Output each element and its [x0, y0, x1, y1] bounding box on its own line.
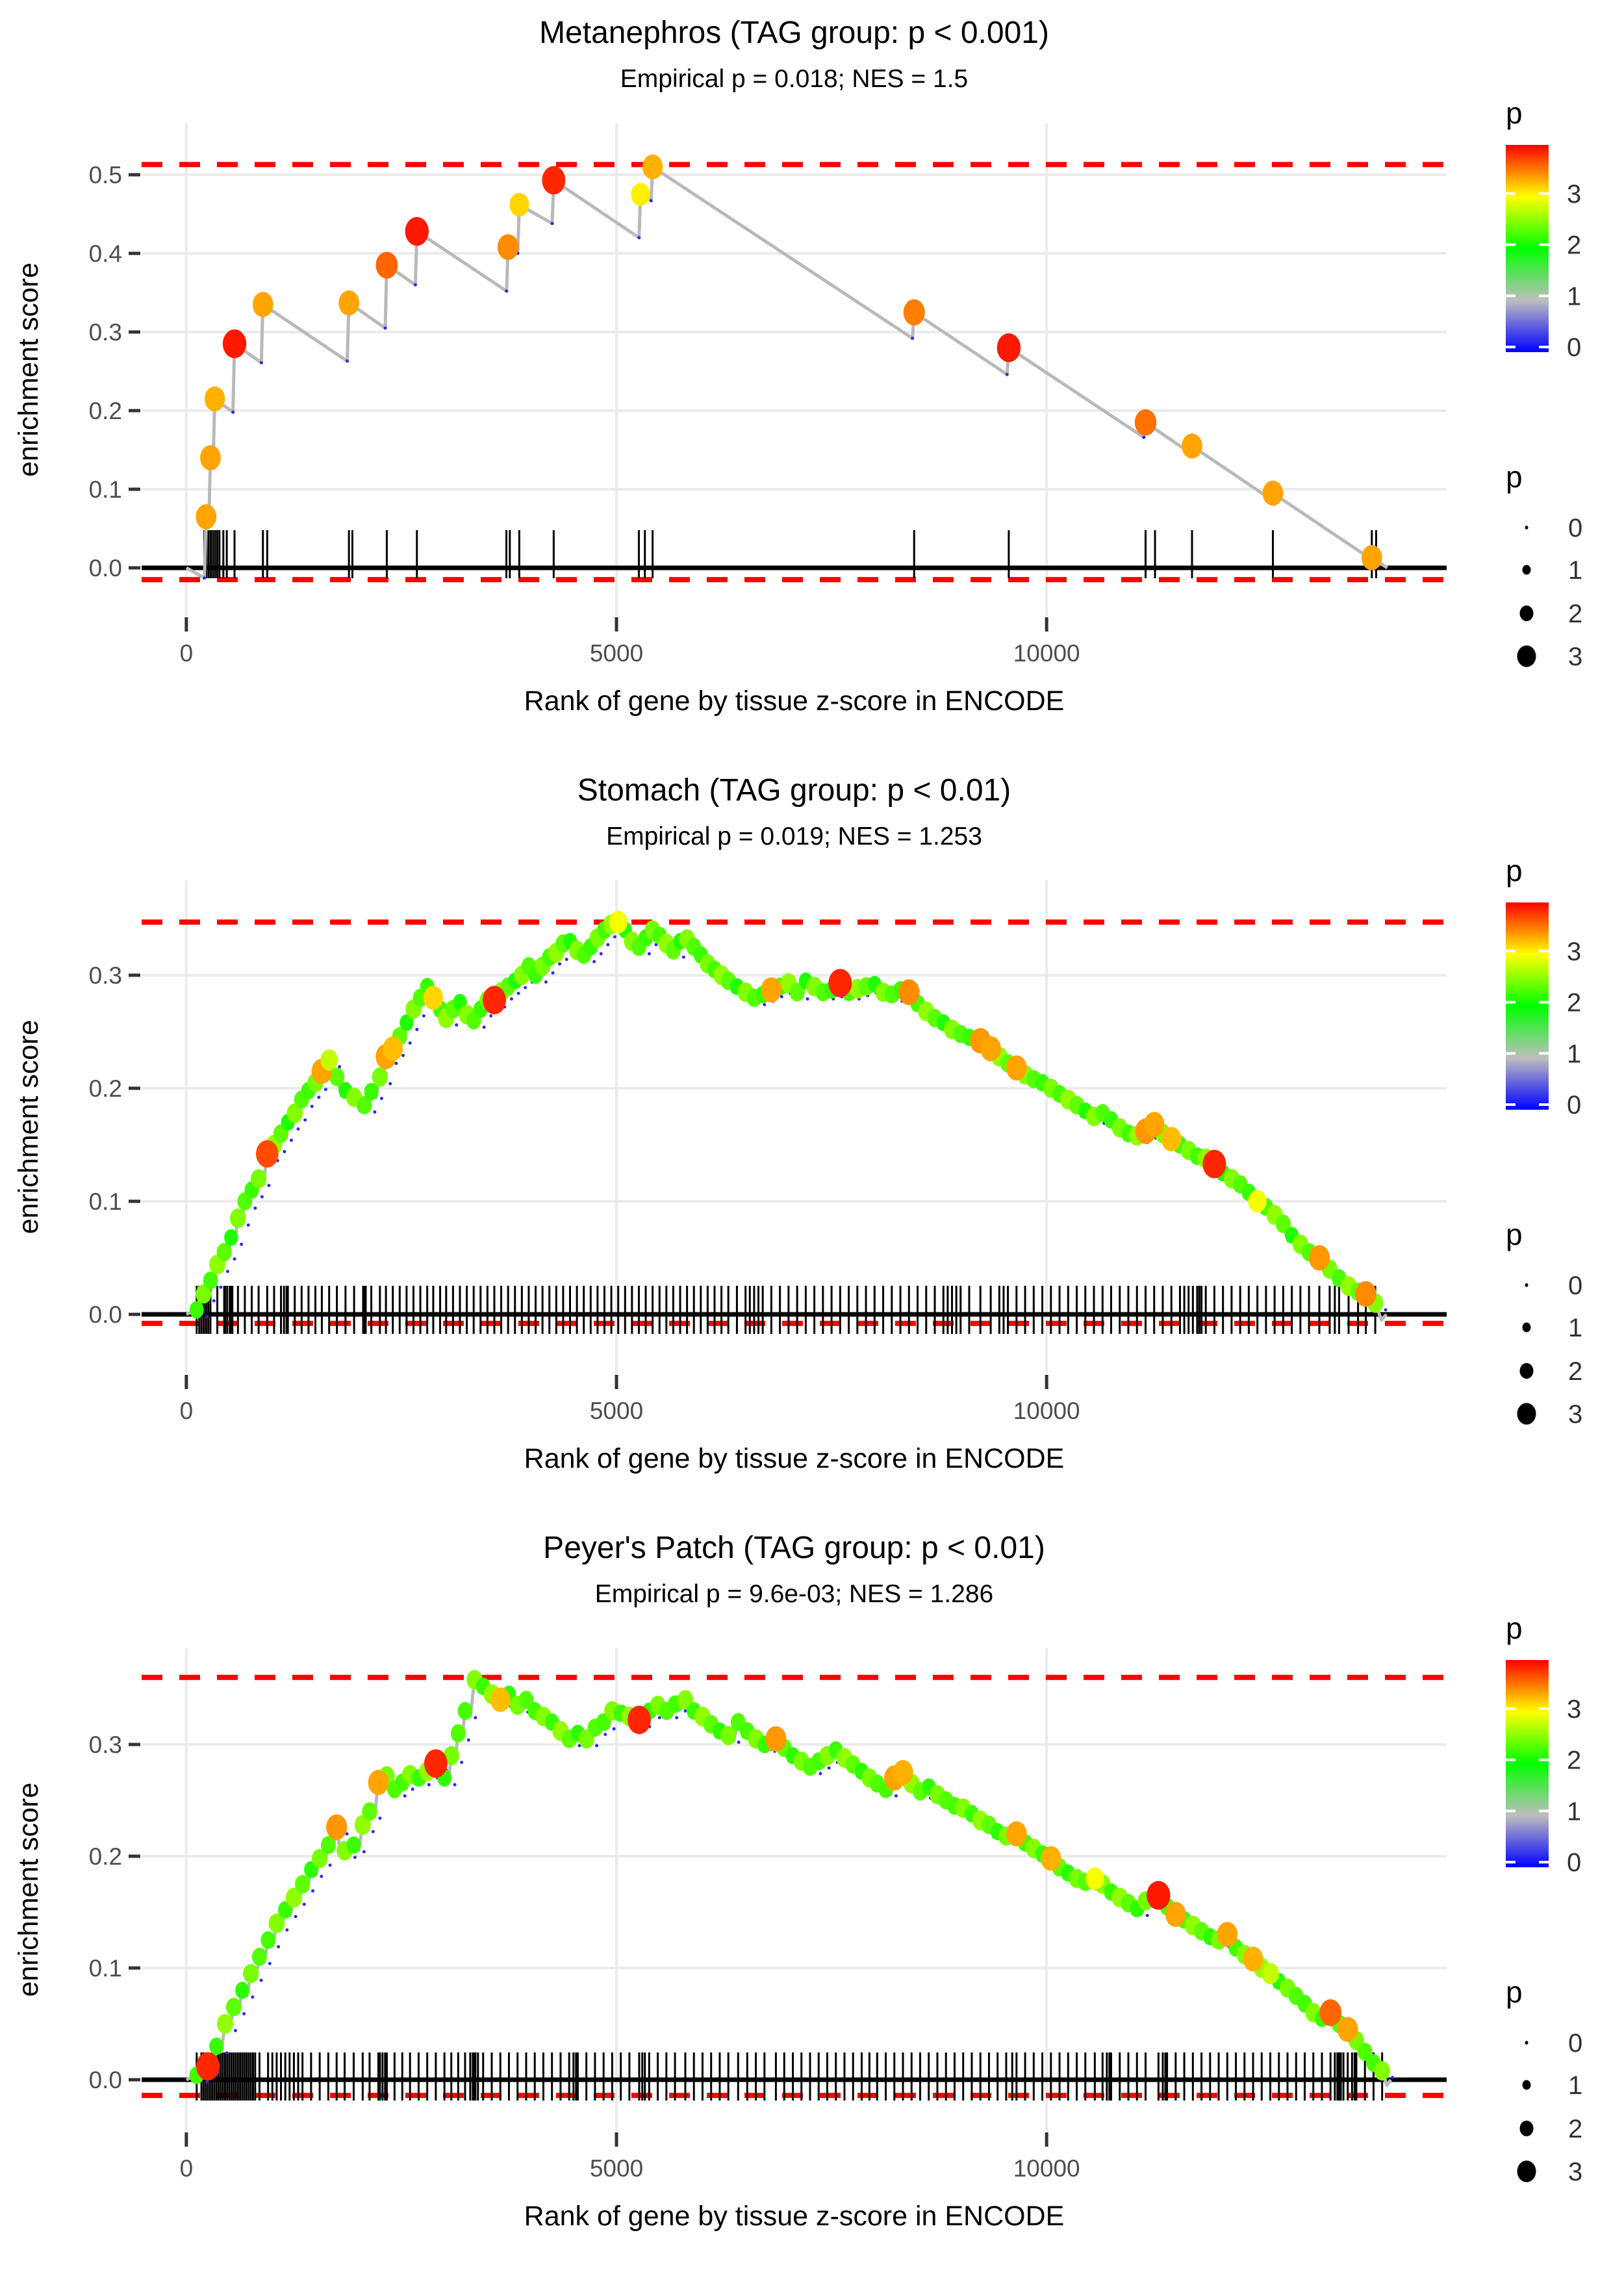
blue-dot — [818, 1772, 822, 1775]
blue-dot — [414, 283, 417, 287]
hit-marker-highlight — [196, 2052, 220, 2080]
panel-subtitle: Empirical p = 0.018; NES = 1.5 — [620, 65, 969, 93]
blue-dot — [297, 1127, 300, 1131]
y-tick-label: 0.3 — [88, 962, 122, 989]
blue-dot — [603, 1733, 607, 1736]
blue-dot — [253, 1207, 257, 1210]
blue-dot — [373, 1110, 376, 1114]
blue-dot — [675, 1716, 678, 1719]
color-legend-label: 1 — [1567, 282, 1582, 311]
blue-dot — [260, 361, 263, 364]
size-legend-label: 3 — [1568, 2158, 1583, 2186]
x-tick-label: 5000 — [589, 1398, 644, 1424]
size-legend-dot — [1523, 1323, 1531, 1333]
hit-marker — [226, 1998, 241, 2016]
hit-marker — [362, 1802, 377, 1820]
color-legend-bar — [1506, 145, 1549, 352]
hit-marker — [209, 2038, 223, 2055]
enrichment-plot-stomach — [0, 758, 1624, 1515]
hit-marker — [1263, 481, 1284, 506]
blue-dot — [324, 1088, 327, 1091]
size-legend-dot — [1517, 645, 1536, 667]
color-legend-label: 0 — [1567, 1848, 1582, 1878]
blue-dot — [505, 290, 508, 293]
blue-dot — [637, 236, 641, 239]
blue-dot — [682, 956, 685, 959]
hit-marker — [196, 504, 216, 530]
hit-marker-highlight — [1041, 1846, 1061, 1871]
blue-dot — [219, 1286, 222, 1289]
hit-marker — [338, 290, 359, 316]
hit-marker-highlight — [1006, 1821, 1027, 1846]
rug-ticks — [197, 1286, 1375, 1334]
hit-marker-highlight — [1355, 1281, 1377, 1307]
enrichment-curve — [186, 167, 1388, 578]
blue-dot — [763, 1003, 766, 1006]
blue-dot — [544, 980, 548, 984]
hit-marker — [451, 1724, 466, 1743]
blue-dot — [650, 199, 653, 202]
blue-dot — [317, 1095, 320, 1099]
blue-dot — [294, 1915, 298, 1918]
blue-dot — [510, 997, 513, 1001]
hit-marker — [223, 329, 246, 358]
hit-marker-highlight — [1248, 1190, 1266, 1213]
blue-dot — [242, 2012, 246, 2015]
blue-dot — [565, 958, 568, 961]
y-tick-label: 0.2 — [88, 1075, 122, 1102]
hit-marker-highlight — [383, 1036, 403, 1061]
y-tick-label: 0.4 — [88, 240, 122, 267]
hit-marker — [642, 155, 663, 179]
blue-dot — [240, 1243, 243, 1246]
blue-dot — [613, 1727, 616, 1730]
hit-marker — [631, 183, 650, 206]
blue-dot — [1006, 373, 1009, 376]
blue-dot — [460, 1761, 463, 1764]
blue-dot — [303, 1118, 307, 1121]
hit-marker-highlight — [609, 911, 627, 934]
hit-marker-highlight — [765, 1726, 786, 1752]
hit-marker — [230, 1208, 246, 1228]
blue-dot — [1391, 2076, 1394, 2079]
hit-marker-highlight — [1144, 1112, 1165, 1137]
blue-dot — [894, 1795, 898, 1798]
blue-dot — [1384, 1309, 1387, 1312]
hit-marker — [372, 1067, 388, 1086]
blue-dot — [247, 1223, 250, 1227]
color-legend-title: p — [1506, 1611, 1523, 1645]
blue-dot — [453, 1783, 457, 1786]
plot-stomach — [13, 773, 1582, 1474]
blue-dot — [828, 1767, 831, 1770]
hit-marker-highlight — [1161, 1127, 1182, 1151]
hit-marker-highlight — [326, 1815, 347, 1840]
blue-dot — [303, 1902, 306, 1906]
panel-stomach — [0, 758, 1624, 1515]
y-tick-label: 0.5 — [88, 162, 122, 188]
hit-marker-highlight — [1085, 1867, 1104, 1890]
blue-dot — [550, 222, 553, 225]
blue-dot — [311, 1889, 314, 1893]
gridlines — [142, 123, 1447, 616]
size-legend-label: 2 — [1568, 2115, 1583, 2143]
blue-dot — [205, 1315, 209, 1318]
hit-marker — [205, 387, 225, 411]
y-tick-label: 0.1 — [88, 1188, 122, 1215]
blue-dot — [683, 1709, 687, 1713]
legend-block — [1506, 96, 1582, 671]
blue-dot — [260, 1978, 263, 1982]
blue-dot — [474, 1716, 477, 1719]
hit-marker-highlight — [424, 1749, 448, 1778]
blue-dot — [606, 943, 609, 947]
blue-dot — [233, 1257, 236, 1260]
hit-marker — [997, 333, 1021, 362]
blue-dot — [411, 1787, 414, 1791]
color-legend-label: 0 — [1567, 333, 1582, 363]
blue-dot — [911, 337, 914, 340]
y-tick-label: 0.2 — [88, 398, 122, 424]
hit-marker-highlight — [368, 1770, 389, 1795]
hit-marker — [498, 234, 519, 260]
blue-dot — [234, 2029, 237, 2032]
blue-dot — [409, 1041, 412, 1045]
blue-dot — [388, 1082, 392, 1086]
x-tick-label: 5000 — [589, 640, 644, 667]
blue-dot — [268, 1184, 271, 1187]
blue-dot — [403, 1795, 407, 1798]
hit-marker — [542, 166, 565, 195]
blue-dot — [311, 1105, 314, 1108]
hit-marker-highlight — [1165, 1902, 1186, 1927]
color-legend-label: 2 — [1567, 1746, 1582, 1775]
hit-marker-highlight — [761, 977, 782, 1003]
y-tick-label: 0.3 — [88, 319, 122, 346]
size-legend-label: 3 — [1568, 643, 1583, 671]
panel-metanephros — [0, 0, 1624, 758]
blue-dot — [225, 2051, 229, 2054]
y-tick-label: 0.1 — [88, 476, 122, 503]
hit-marker — [252, 1948, 267, 1966]
blue-dot — [380, 1097, 383, 1100]
size-legend-label: 0 — [1568, 2029, 1583, 2058]
hit-marker — [509, 193, 529, 217]
hit-marker-highlight — [1262, 1963, 1279, 1984]
blue-dot — [353, 1856, 357, 1859]
x-axis-title: Rank of gene by tissue z-score in ENCODE — [524, 685, 1065, 717]
y-tick-label: 0.1 — [88, 1955, 122, 1982]
plot-peyers-patch — [13, 1531, 1582, 2232]
blue-dot — [290, 1139, 293, 1142]
blue-dot — [648, 952, 651, 955]
size-legend-label: 0 — [1568, 1271, 1583, 1300]
hit-marker-highlight — [898, 979, 920, 1005]
hit-marker — [364, 1083, 379, 1101]
color-legend-label: 3 — [1567, 179, 1582, 209]
hit-marker — [224, 1229, 238, 1246]
hit-marker — [200, 445, 221, 470]
hit-marker-highlight — [828, 969, 852, 997]
size-legend-label: 2 — [1568, 600, 1583, 628]
blue-dot — [329, 1863, 332, 1867]
size-legend-label: 2 — [1568, 1357, 1583, 1386]
panel-title: Stomach (TAG group: p < 0.01) — [577, 773, 1011, 808]
size-legend-title: p — [1506, 1975, 1523, 2009]
size-legend-label: 1 — [1568, 1314, 1583, 1342]
size-legend-dot — [1520, 606, 1534, 621]
blue-dot — [737, 1741, 741, 1744]
blue-dot — [226, 1270, 229, 1273]
hit-markers — [190, 1670, 1390, 2084]
hit-marker-highlight — [320, 1049, 338, 1071]
hit-marker — [260, 1931, 275, 1948]
legend-block — [1506, 854, 1582, 1429]
axes — [89, 962, 1080, 1424]
panel-subtitle: Empirical p = 9.6e-03; NES = 1.286 — [594, 1580, 994, 1608]
size-legend-dot — [1525, 1283, 1529, 1287]
hit-marker-highlight — [424, 986, 443, 1010]
blue-dot — [285, 1928, 288, 1932]
blue-dot — [517, 991, 520, 995]
size-legend-dot — [1525, 2041, 1529, 2045]
blue-dot — [552, 971, 555, 975]
hit-marker-highlight — [1202, 1150, 1226, 1179]
blue-dot — [205, 2080, 209, 2084]
x-tick-label: 0 — [179, 1398, 194, 1424]
blue-dot — [283, 1150, 286, 1153]
hit-marker-highlight — [1147, 1881, 1170, 1910]
hit-marker — [253, 292, 273, 317]
size-legend-dot — [1523, 2080, 1531, 2090]
blue-dot — [372, 1830, 375, 1833]
blue-dot — [422, 1014, 425, 1017]
hit-marker — [405, 217, 429, 246]
size-legend-title: p — [1506, 460, 1523, 494]
hit-marker — [376, 252, 398, 279]
hit-marker-highlight — [1217, 1922, 1237, 1947]
blue-dot — [592, 960, 596, 964]
hit-marker-highlight — [628, 1706, 651, 1734]
panel-peyers-patch — [0, 1515, 1624, 2273]
size-legend-label: 3 — [1568, 1400, 1583, 1429]
hit-marker — [217, 2014, 233, 2034]
size-legend-dot — [1523, 565, 1531, 575]
size-legend-label: 0 — [1568, 514, 1583, 543]
hit-marker — [1135, 409, 1156, 436]
panel-subtitle: Empirical p = 0.019; NES = 1.253 — [606, 823, 982, 850]
hit-marker — [235, 1982, 249, 1999]
blue-dot — [558, 962, 561, 965]
blue-dot — [1146, 1914, 1149, 1917]
blue-dot — [268, 1962, 272, 1965]
blue-dot — [455, 1023, 458, 1027]
y-axis-title: enrichment score — [13, 1019, 44, 1234]
hit-marker-highlight — [893, 1760, 913, 1785]
panel-title: Peyer's Patch (TAG group: p < 0.01) — [543, 1531, 1045, 1565]
hit-marker — [1182, 433, 1202, 459]
y-tick-label: 0.2 — [88, 1843, 122, 1870]
x-tick-label: 0 — [179, 640, 194, 667]
y-tick-label: 0.0 — [88, 555, 122, 581]
blue-dot — [427, 1783, 431, 1786]
color-legend-label: 0 — [1567, 1091, 1582, 1120]
y-tick-label: 0.3 — [88, 1731, 122, 1758]
blue-dot — [231, 411, 235, 414]
hit-marker-highlight — [490, 1687, 511, 1712]
plot-metanephros — [13, 16, 1582, 717]
blue-dot — [600, 952, 603, 955]
axes — [89, 162, 1080, 667]
x-axis-title: Rank of gene by tissue z-score in ENCODE — [524, 2201, 1065, 2232]
blue-dot — [806, 997, 809, 1001]
color-legend-title: p — [1506, 96, 1523, 130]
legend-block — [1506, 1611, 1582, 2186]
x-tick-label: 10000 — [1013, 640, 1080, 667]
x-tick-label: 10000 — [1013, 2155, 1080, 2182]
y-axis-title: enrichment score — [13, 1782, 44, 1997]
blue-dot — [415, 1028, 418, 1031]
rug-ticks — [205, 530, 1377, 578]
blue-dot — [384, 326, 387, 329]
blue-dot — [595, 1744, 598, 1747]
size-legend-label: 1 — [1568, 556, 1583, 585]
hit-marker — [904, 300, 925, 326]
panel-title: Metanephros (TAG group: p < 0.001) — [539, 16, 1049, 50]
x-tick-label: 0 — [179, 2155, 194, 2182]
y-tick-label: 0.0 — [88, 1301, 122, 1328]
blue-dot — [362, 1850, 366, 1854]
hit-markers — [196, 155, 1382, 570]
hit-marker-highlight — [980, 1036, 1001, 1062]
color-legend-bar — [1506, 1660, 1549, 1867]
blue-dot — [277, 1945, 280, 1948]
blue-dot — [524, 986, 527, 990]
size-legend-dot — [1520, 1363, 1534, 1379]
size-legend-dot — [1517, 2160, 1536, 2182]
hit-marker-highlight — [1243, 1947, 1263, 1971]
blue-dot — [378, 1817, 381, 1820]
blue-dot — [251, 1995, 254, 1999]
hit-marker — [251, 1169, 266, 1188]
x-tick-label: 5000 — [589, 2155, 644, 2182]
hit-marker-highlight — [1309, 1245, 1330, 1270]
hit-marker-highlight — [1006, 1055, 1027, 1080]
blue-dot — [483, 1026, 486, 1029]
color-legend-label: 3 — [1567, 937, 1582, 966]
blue-dot — [489, 1014, 492, 1017]
blue-dot — [212, 1299, 216, 1303]
x-axis-title: Rank of gene by tissue z-score in ENCODE — [524, 1443, 1065, 1474]
hit-marker — [295, 1875, 310, 1893]
color-legend-label: 3 — [1567, 1694, 1582, 1724]
hit-marker — [190, 1301, 204, 1319]
blue-dot — [203, 576, 206, 580]
blue-dot — [1142, 436, 1145, 439]
hit-marker-highlight — [483, 986, 506, 1014]
size-legend-dot — [1520, 2121, 1534, 2136]
y-axis-title: enrichment score — [13, 262, 44, 477]
hit-marker-highlight — [1338, 2017, 1358, 2042]
color-legend-bar — [1506, 902, 1549, 1110]
blue-dot — [467, 1739, 470, 1742]
hit-marker-highlight — [1319, 1999, 1341, 2026]
color-legend-title: p — [1506, 854, 1523, 888]
color-legend-label: 1 — [1567, 1797, 1582, 1826]
hit-marker — [216, 1243, 231, 1261]
blue-dot — [320, 1874, 323, 1878]
blue-dot — [260, 1195, 264, 1199]
color-legend-label: 1 — [1567, 1040, 1582, 1069]
size-legend-label: 1 — [1568, 2071, 1583, 2100]
x-tick-label: 10000 — [1013, 1398, 1080, 1424]
hit-markers — [190, 911, 1384, 1319]
hit-marker — [1374, 2061, 1390, 2080]
y-tick-label: 0.0 — [88, 2067, 122, 2093]
size-legend-dot — [1525, 526, 1529, 530]
color-legend-label: 2 — [1567, 231, 1582, 260]
blue-dot — [613, 935, 616, 938]
blue-dot — [346, 359, 349, 363]
size-legend-dot — [1517, 1403, 1536, 1424]
blue-dot — [401, 1054, 405, 1057]
enrichment-plot-metanephros — [0, 0, 1624, 758]
hit-marker-highlight — [256, 1140, 279, 1168]
size-legend-title: p — [1506, 1218, 1523, 1251]
color-legend-label: 2 — [1567, 988, 1582, 1017]
hit-marker — [346, 1836, 361, 1854]
enrichment-plot-peyers-patch — [0, 1515, 1624, 2273]
hit-marker — [243, 1964, 259, 1983]
hit-marker — [1362, 545, 1382, 570]
hit-marker — [458, 1702, 472, 1720]
